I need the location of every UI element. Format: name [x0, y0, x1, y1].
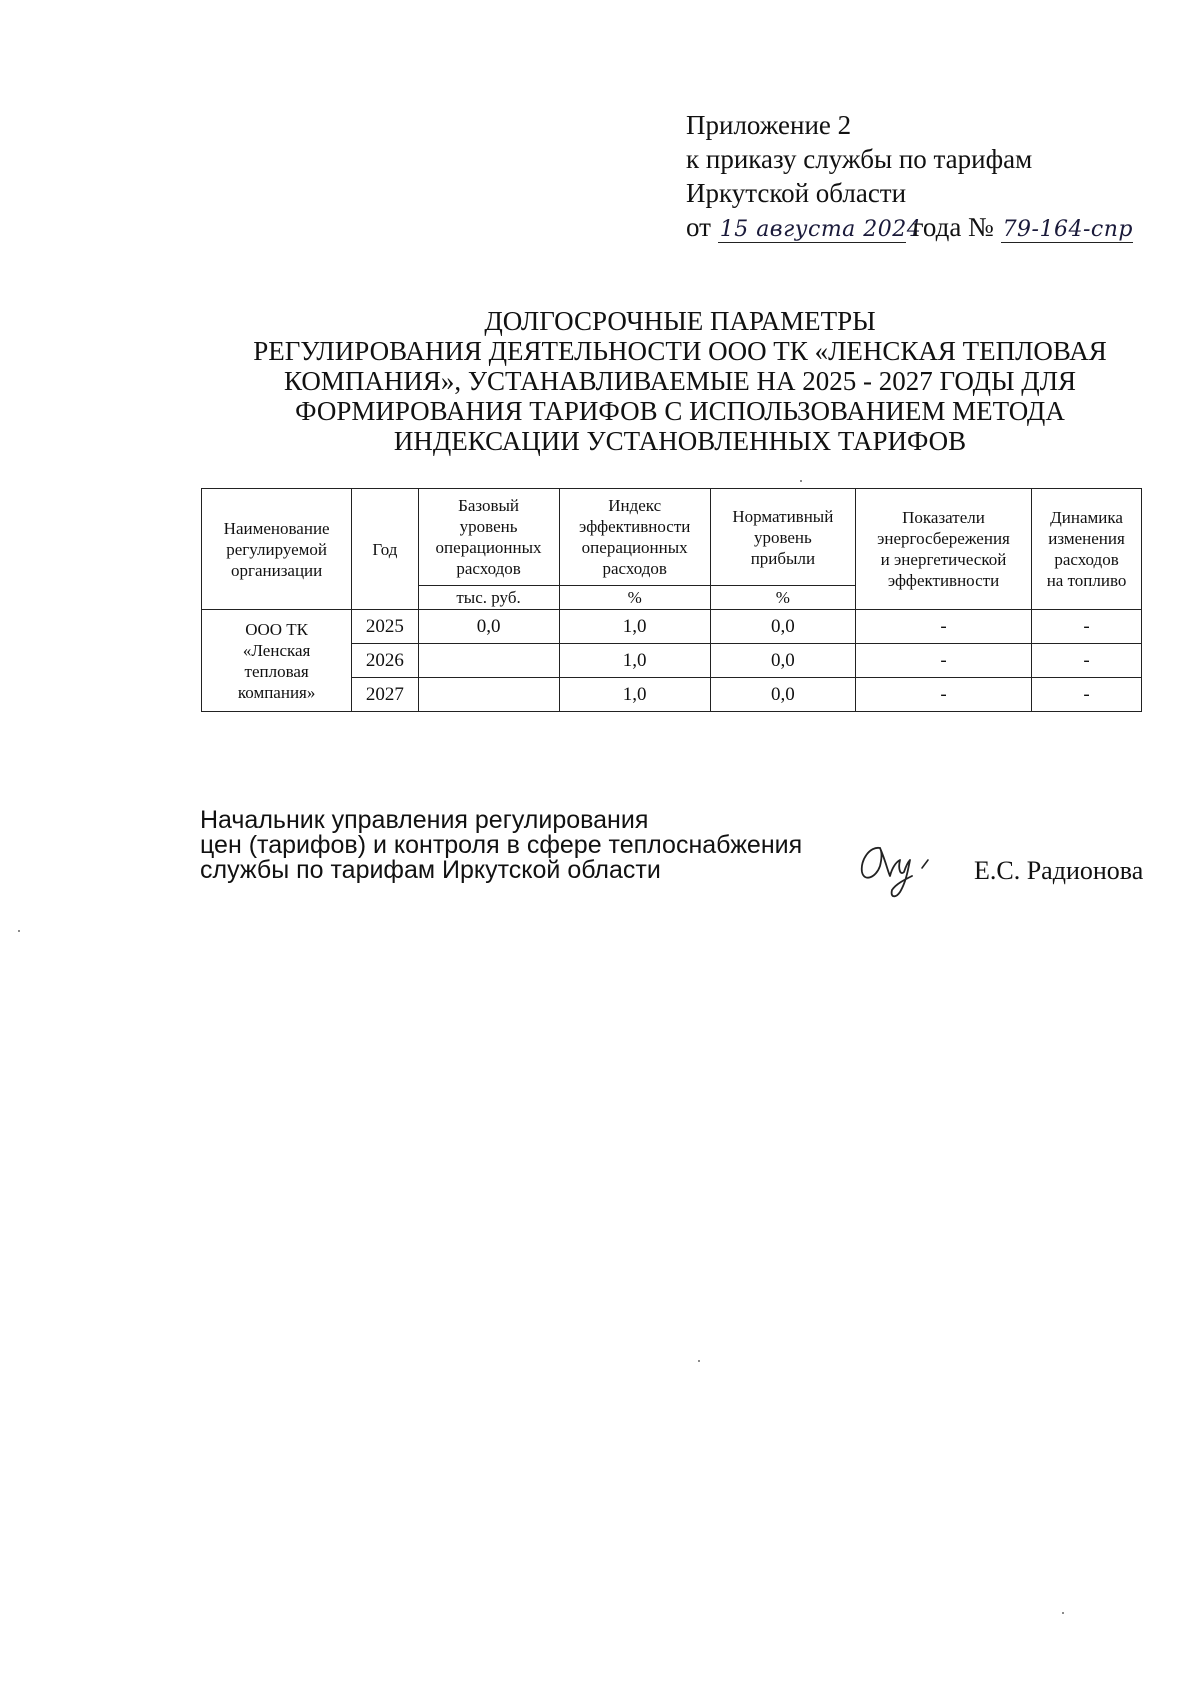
title-line-1: ДОЛГОСРОЧНЫЕ ПАРАМЕТРЫ: [484, 306, 876, 336]
unit-base: тыс. руб.: [418, 586, 559, 610]
header-text: и энергетической: [880, 550, 1007, 569]
header-profit-level: [710, 489, 855, 586]
scan-speck: [698, 1360, 700, 1362]
header-text: операционных: [435, 538, 542, 557]
cell-fuel: -: [1032, 610, 1142, 644]
header-text: на топливо: [1046, 571, 1127, 590]
header-text: Нормативный: [732, 506, 834, 526]
header-text: уровень: [459, 517, 518, 536]
header-text: организации: [230, 560, 323, 580]
title-line-5: ИНДЕКСАЦИИ УСТАНОВЛЕННЫХ ТАРИФОВ: [393, 426, 967, 456]
header-text: расходов: [456, 559, 521, 578]
cell-year: 2025: [352, 610, 418, 644]
handwritten-signature: [846, 826, 946, 906]
appendix-region: Иркутской области: [686, 178, 907, 208]
organization-text: ООО ТК: [245, 619, 309, 639]
header-text: Наименование: [223, 518, 330, 538]
title-line-2: РЕГУЛИРОВАНИЯ ДЕЯТЕЛЬНОСТИ ООО ТК «ЛЕНСКАЯ ТЕПЛОВАЯ: [253, 336, 1107, 366]
scan-speck: [18, 930, 20, 932]
header-efficiency-index: [559, 489, 710, 586]
header-text: эффективности: [579, 517, 691, 536]
signer-position-line-3: службы по тарифам Иркутской области: [200, 856, 661, 884]
appendix-header: [686, 108, 1133, 244]
organization-text: «Ленская: [242, 640, 311, 660]
signer-position-line-1: Начальник управления регулирования: [200, 806, 649, 834]
unit-index: %: [559, 586, 710, 610]
header-text: Показатели: [902, 508, 985, 527]
handwritten-date: 15 августа 2024: [719, 217, 922, 242]
header-year: Год: [352, 489, 418, 610]
header-text: расходов: [602, 559, 667, 578]
cell-base: [418, 678, 559, 712]
header-fuel-dynamics: [1032, 489, 1142, 610]
appendix-order-ref: к приказу службы по тарифам: [686, 144, 1033, 174]
signer-position-line-2: цен (тарифов) и контроля в сфере теплоснабжения: [200, 831, 803, 859]
title-line-3: КОМПАНИЯ», УСТАНАВЛИВАЕМЫЕ НА 2025 - 2027 ГОДЫ ДЛЯ: [283, 366, 1077, 396]
signature-block: [200, 808, 802, 883]
header-text: изменения: [1048, 529, 1125, 548]
header-text: расходов: [1054, 550, 1119, 569]
cell-base: [418, 644, 559, 678]
scan-speck: [1062, 1612, 1064, 1614]
signer-name: Е.С. Радионова: [974, 856, 1144, 885]
header-text: регулируемой: [226, 539, 328, 559]
header-organization: [202, 489, 352, 610]
header-text: Индекс: [608, 496, 662, 515]
header-base-level: [418, 489, 559, 586]
table-row: [202, 610, 1142, 644]
table-header-row: [202, 489, 1142, 586]
header-text: энергосбережения: [877, 529, 1010, 548]
header-text: эффективности: [887, 571, 1000, 590]
title-line-4: ФОРМИРОВАНИЯ ТАРИФОВ С ИСПОЛЬЗОВАНИЕМ МЕТОДА: [295, 396, 1065, 426]
cell-energy: -: [855, 644, 1031, 678]
cell-energy: -: [855, 610, 1031, 644]
appendix-title: Приложение 2: [686, 110, 852, 140]
cell-fuel: -: [1032, 644, 1142, 678]
cell-index: 1,0: [559, 610, 710, 644]
header-text: операционных: [581, 538, 688, 557]
organization-cell: [202, 610, 352, 712]
cell-fuel: -: [1032, 678, 1142, 712]
organization-text: тепловая: [244, 661, 309, 681]
cell-energy: -: [855, 678, 1031, 712]
cell-year: 2027: [352, 678, 418, 712]
scan-speck: [800, 480, 802, 482]
date-prefix: от: [686, 212, 711, 242]
header-text: Базовый: [458, 496, 520, 515]
appendix-date-line: [686, 210, 1133, 244]
date-suffix: года №: [912, 212, 994, 242]
header-energy-efficiency: [855, 489, 1031, 610]
cell-base: 0,0: [418, 610, 559, 644]
header-text: прибыли: [750, 548, 816, 568]
parameters-table: [201, 488, 1142, 712]
cell-profit: 0,0: [710, 678, 855, 712]
header-text: Динамика: [1050, 508, 1123, 527]
cell-profit: 0,0: [710, 610, 855, 644]
cell-index: 1,0: [559, 644, 710, 678]
document-title: [200, 306, 1160, 456]
unit-profit: %: [710, 586, 855, 610]
cell-year: 2026: [352, 644, 418, 678]
header-text: уровень: [753, 527, 812, 547]
handwritten-order-number: 79-164-спр: [1002, 217, 1133, 242]
cell-index: 1,0: [559, 678, 710, 712]
organization-text: компания»: [237, 682, 316, 702]
cell-profit: 0,0: [710, 644, 855, 678]
